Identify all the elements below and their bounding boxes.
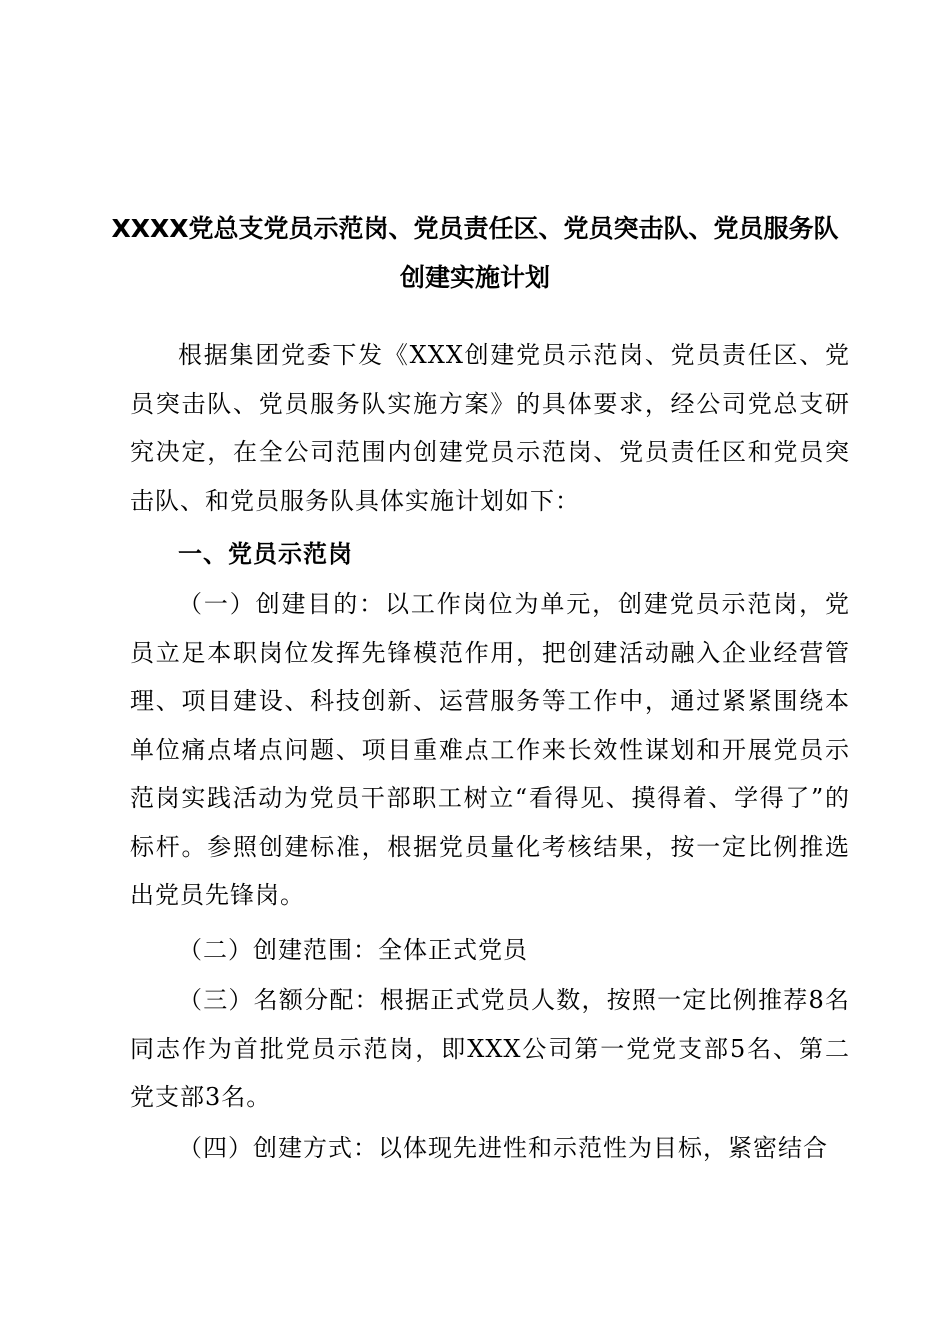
section1-item4-paragraph: （四）创建方式：以体现先进性和示范性为目标，紧密结合 bbox=[178, 1134, 828, 1162]
document-title-line1: XXXX党总支党员示范岗、党员责任区、党员突击队、党员服务队 bbox=[111, 214, 839, 243]
document-title-line2: 创建实施计划 bbox=[399, 263, 550, 292]
section1-item3-paragraph: （三）名额分配：根据正式党员人数，按照一定比例推荐8名同志作为首批党员示范岗，即XXX公司第一党党支部5名、第二党支部3名。 bbox=[130, 986, 850, 1111]
section1-item1-paragraph: （一）创建目的：以工作岗位为单元，创建党员示范岗，党员立足本职岗位发挥先锋模范作用，把创建活动融入企业经营管理、项目建设、科技创新、运营服务等工作中，通过紧紧围绕本单位痛点堵点问题、项目重难点工作来长效性谋划和开展党员示范岗实践活动为党员干部职工树立“看得见、摸得着、学得了”的标杆。参照创建标准，根据党员量化考核结果，按一定比例推选出党员先锋岗。 bbox=[130, 590, 850, 909]
section1-item2-paragraph: （二）创建范围：全体正式党员 bbox=[178, 936, 528, 964]
section1-heading: 一、党员示范岗 bbox=[178, 540, 353, 568]
intro-paragraph: 根据集团党委下发《XXX创建党员示范岗、党员责任区、党员突击队、党员服务队实施方案》的具体要求，经公司党总支研究决定，在全公司范围内创建党员示范岗、党员责任区和党员突击队、和党员服务队具体实施计划如下： bbox=[130, 341, 850, 515]
